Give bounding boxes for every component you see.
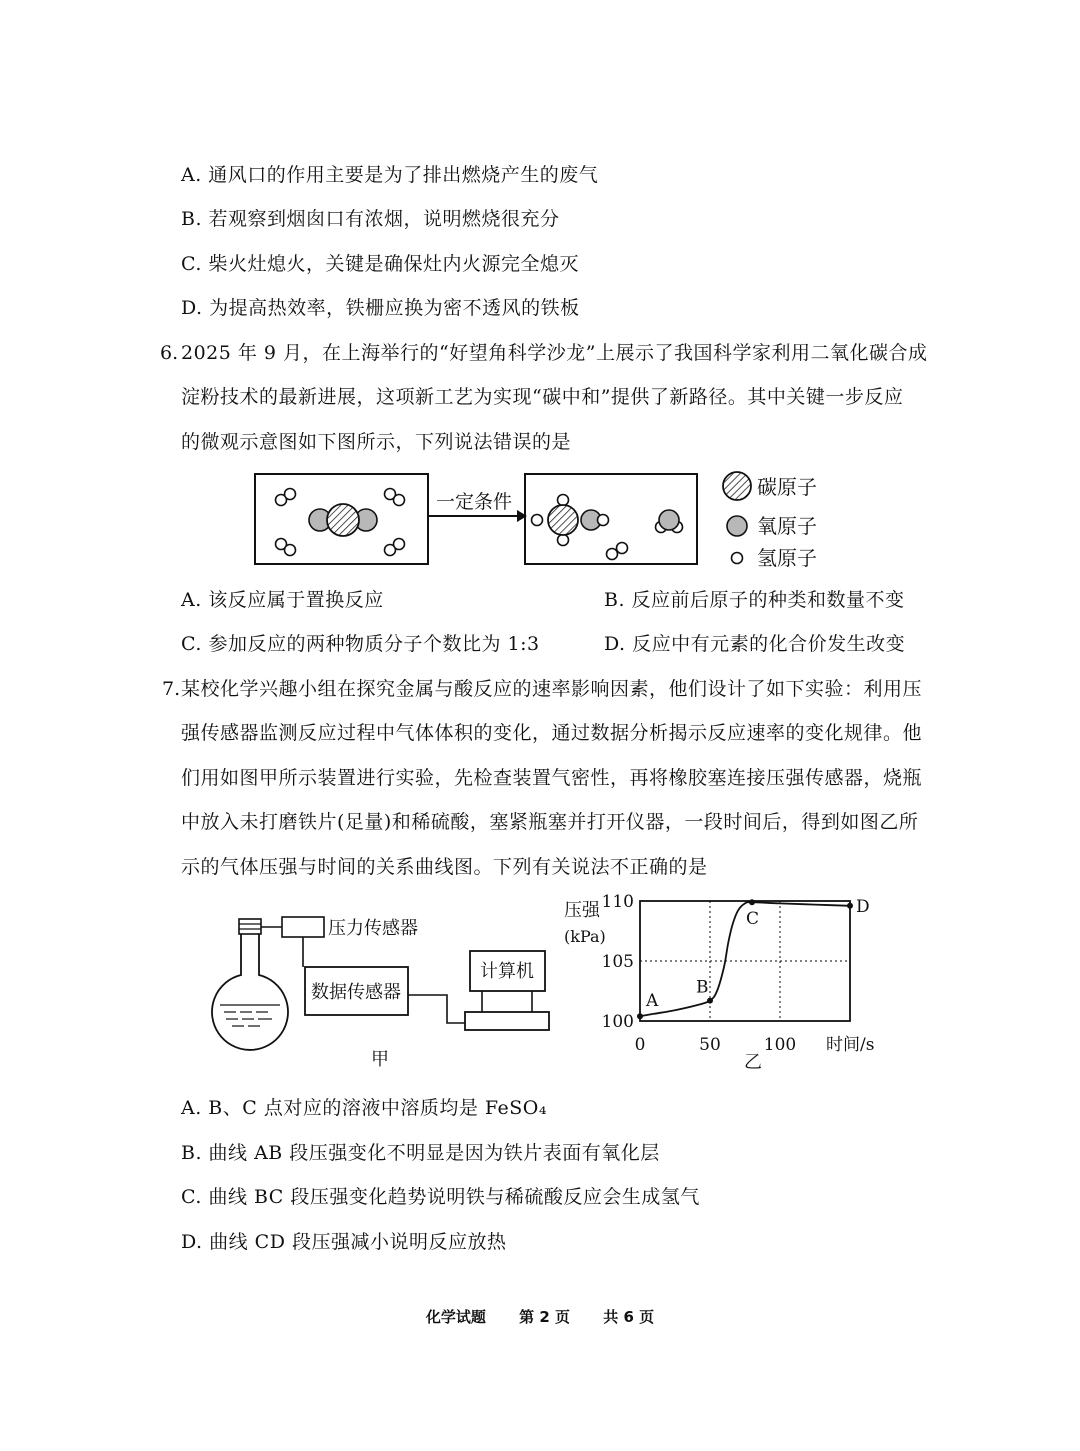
hydrogen-molecule <box>607 543 628 560</box>
point-label: C <box>746 909 760 930</box>
y-tick-label: 110 <box>601 892 634 912</box>
data-sensor-label: 数据传感器 <box>311 982 401 1003</box>
hydrogen-molecule <box>385 489 405 506</box>
q6-stem-line: 的微观示意图如下图所示，下列说法错误的是 <box>181 431 572 453</box>
legend-carbon-label: 碳原子 <box>757 475 817 499</box>
q6-number: 6. <box>160 342 179 364</box>
q5-option-b: B. 若观察到烟囱口有浓烟，说明燃烧很充分 <box>181 208 560 230</box>
x-tick-label: 0 <box>634 1035 646 1055</box>
legend-hydrogen-label: 氢原子 <box>757 546 817 570</box>
legend-carbon-icon <box>723 472 751 500</box>
point-label: B <box>696 977 709 998</box>
acid-solution <box>220 1005 280 1026</box>
q7-stem-line: 中放入未打磨铁片(足量)和稀硫酸，塞紧瓶塞并打开仪器，一段时间后，得到如图乙所 <box>181 811 919 833</box>
data-point <box>847 903 853 909</box>
q7-option-a: A. B、C 点对应的溶液中溶质均是 FeSO₄ <box>181 1097 547 1119</box>
footer-subject: 化学试题 <box>425 1308 486 1326</box>
methanol-molecule <box>532 495 609 546</box>
data-point <box>637 1013 643 1019</box>
q6-reaction-diagram <box>245 466 845 576</box>
data-point <box>707 998 713 1004</box>
flask <box>212 934 288 1050</box>
q6-option-d: D. 反应中有元素的化合价发生改变 <box>604 633 906 655</box>
q7-option-c: C. 曲线 BC 段压强变化趋势说明铁与稀硫酸反应会生成氢气 <box>181 1186 700 1208</box>
hydrogen-molecule <box>276 539 296 556</box>
q6-option-a: A. 该反应属于置换反应 <box>181 589 384 611</box>
point-label: A <box>646 991 659 1012</box>
computer-label: 计算机 <box>480 961 534 982</box>
point-label: D <box>856 896 870 917</box>
q5-option-d: D. 为提高热效率，铁栅应换为密不透风的铁板 <box>181 297 580 319</box>
q6-option-b: B. 反应前后原子的种类和数量不变 <box>604 589 905 611</box>
legend-oxygen-label: 氧原子 <box>757 514 817 538</box>
rubber-stopper <box>239 919 261 934</box>
q5-option-a: A. 通风口的作用主要是为了排出燃烧产生的废气 <box>181 164 599 186</box>
q6-stem-line: 淀粉技术的最新进展，这项新工艺为实现“碳中和”提供了新路径。其中关键一步反应 <box>181 386 904 408</box>
apparatus-caption: 甲 <box>371 1049 389 1070</box>
q7-stem-line: 某校化学兴趣小组在探究金属与酸反应的速率影响因素，他们设计了如下实验：利用压 <box>181 678 923 700</box>
legend <box>723 472 817 570</box>
pressure-sensor-label: 压力传感器 <box>328 918 418 939</box>
y-axis-unit: (kPa) <box>564 927 606 946</box>
q7-apparatus-figure <box>210 905 560 1075</box>
footer-total: 共 6 页 <box>603 1308 655 1326</box>
y-axis-label: 压强 <box>564 900 600 921</box>
chart-grid <box>640 901 850 1021</box>
x-axis-label: 时间/s <box>826 1035 875 1055</box>
data-point <box>749 899 755 905</box>
q7-stem-line: 示的气体压强与时间的关系曲线图。下列有关说法不正确的是 <box>181 856 708 878</box>
q7-number: 7. <box>162 678 181 700</box>
q7-pressure-time-chart <box>560 892 890 1077</box>
y-tick-label: 105 <box>601 952 634 972</box>
carbon-dioxide-molecule <box>309 504 377 536</box>
x-tick-label: 50 <box>699 1035 721 1055</box>
q6-stem-line: 2025 年 9 月，在上海举行的“好望角科学沙龙”上展示了我国科学家利用二氧化碳合成 <box>181 342 928 364</box>
pressure-sensor-box <box>282 917 324 937</box>
y-tick-label: 100 <box>601 1012 634 1032</box>
q7-option-d: D. 曲线 CD 段压强减小说明反应放热 <box>181 1231 507 1253</box>
computer-base <box>465 1012 549 1030</box>
footer-page: 第 2 页 <box>519 1308 570 1326</box>
hydrogen-molecule <box>385 539 405 556</box>
q6-option-c: C. 参加反应的两种物质分子个数比为 1:3 <box>181 633 540 655</box>
page-footer <box>0 1306 1080 1327</box>
q7-stem-line: 强传感器监测反应过程中气体体积的变化，通过数据分析揭示反应速率的变化规律。他 <box>181 722 923 744</box>
reaction-condition: 一定条件 <box>435 491 513 513</box>
x-tick-label: 100 <box>763 1035 797 1055</box>
legend-oxygen-icon <box>727 516 747 536</box>
water-molecule <box>656 510 683 533</box>
hydrogen-molecule <box>276 489 296 506</box>
legend-hydrogen-icon <box>732 553 743 564</box>
q7-option-b: B. 曲线 AB 段压强变化不明显是因为铁片表面有氧化层 <box>181 1142 660 1164</box>
q5-option-c: C. 柴火灶熄火，关键是确保灶内火源完全熄灭 <box>181 253 579 275</box>
chart-caption: 乙 <box>744 1052 762 1073</box>
pressure-curve <box>640 902 850 1016</box>
q7-stem-line: 们用如图甲所示装置进行实验，先检查装置气密性，再将橡胶塞连接压强传感器，烧瓶 <box>181 767 923 789</box>
